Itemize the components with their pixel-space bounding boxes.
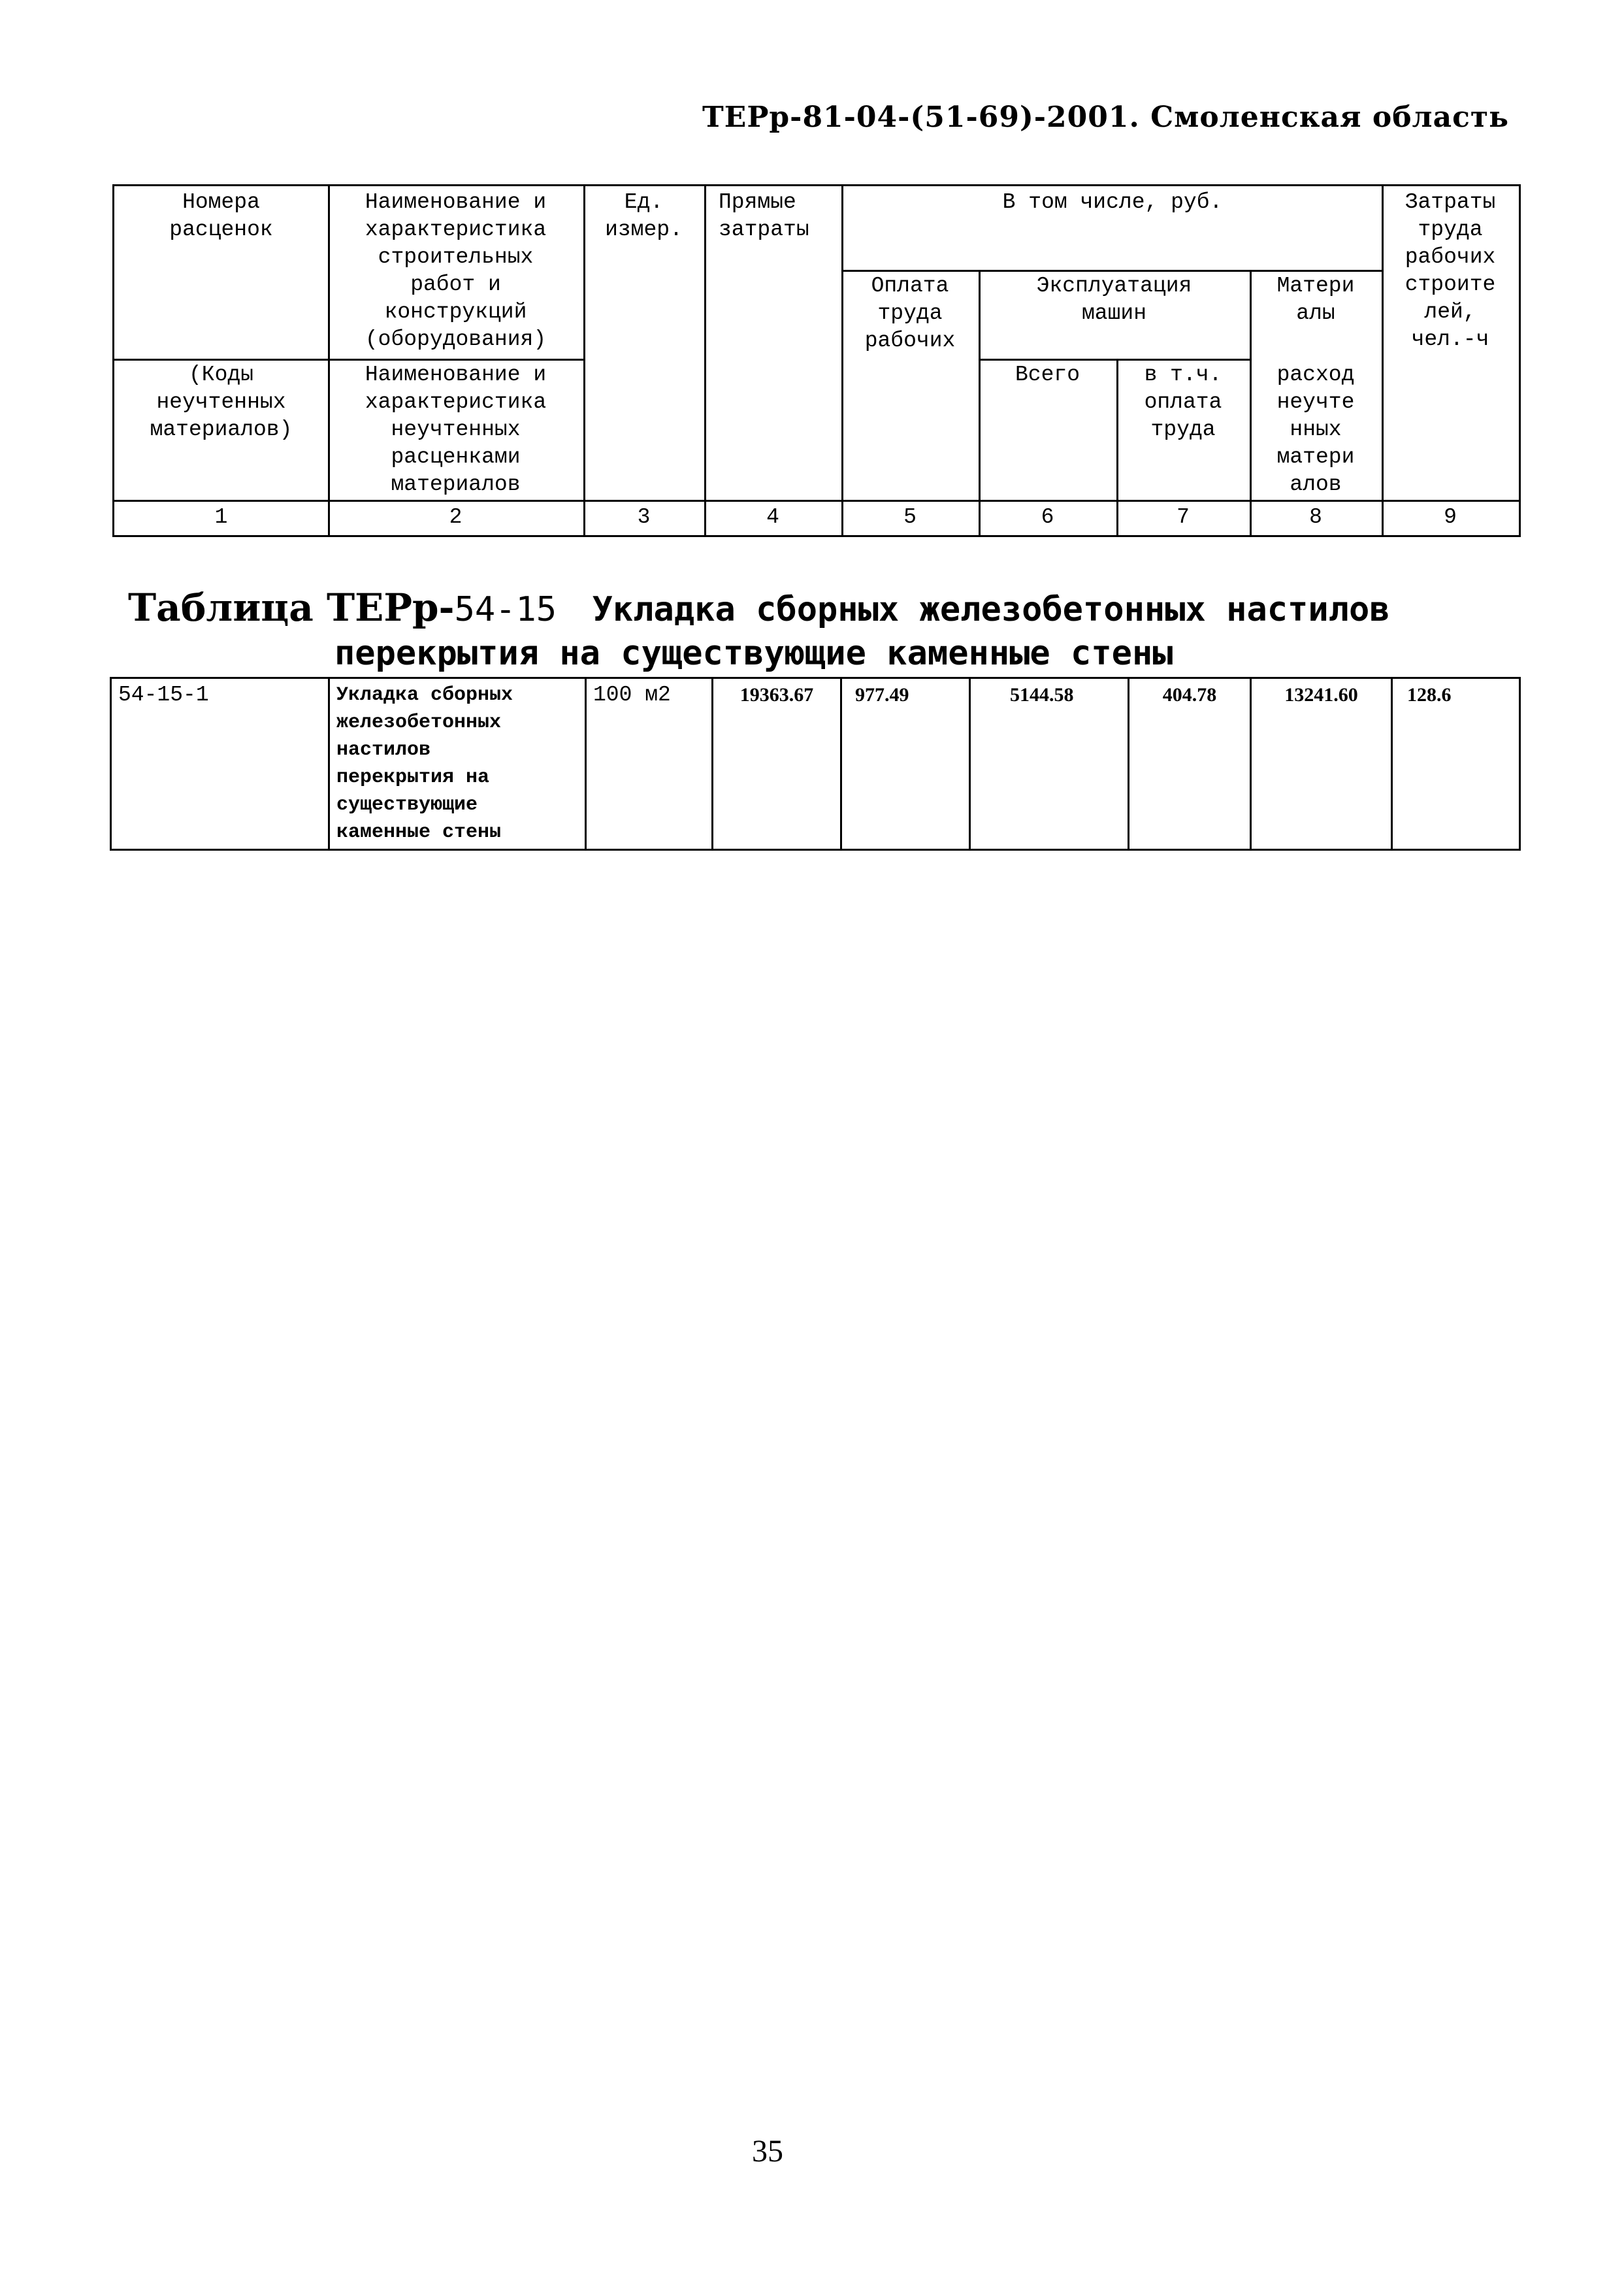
column-number: 9 bbox=[1444, 505, 1457, 529]
header-unaccounted-codes: (Коды неучтенных материалов) bbox=[150, 363, 293, 442]
table-label: Таблица ТЕРр- bbox=[128, 585, 455, 630]
header-materials-consumption: расход неучте нных матери алов bbox=[1276, 363, 1355, 497]
row-code: 54-15-1 bbox=[118, 683, 209, 707]
column-number: 2 bbox=[449, 505, 463, 529]
header-unit: Ед. измер. bbox=[605, 190, 683, 242]
header-machines-total: Всего bbox=[1015, 363, 1080, 387]
row-materials: 13241.60 bbox=[1284, 684, 1358, 706]
header-labor-pay: Оплата труда рабочих bbox=[864, 274, 956, 353]
row-name: Укладка сборных железобетонных настилов перекрытия на существующие каменные стены bbox=[336, 684, 513, 844]
row-labor-pay: 977.49 bbox=[855, 684, 909, 706]
column-number: 3 bbox=[637, 505, 651, 529]
column-number: 5 bbox=[903, 505, 917, 529]
table-code: 54-15 bbox=[454, 590, 557, 629]
column-number: 7 bbox=[1177, 505, 1190, 529]
data-table bbox=[110, 677, 1521, 851]
row-machines-labor: 404.78 bbox=[1162, 684, 1217, 706]
column-number: 6 bbox=[1041, 505, 1054, 529]
header-machines: Эксплуатация машин bbox=[1036, 274, 1192, 325]
column-number: 8 bbox=[1309, 505, 1322, 529]
header-direct-costs: Прямые затраты bbox=[719, 190, 809, 242]
column-number: 1 bbox=[214, 505, 228, 529]
column-number: 4 bbox=[766, 505, 779, 529]
page-number: 35 bbox=[752, 2134, 783, 2169]
row-direct-costs: 19363.67 bbox=[739, 684, 814, 706]
header-in-total: В том числе, руб. bbox=[1002, 190, 1223, 214]
header-material-name: Наименование и характеристика неучтенных расценками материалов bbox=[365, 363, 547, 497]
table-title-line1: Укладка сборных железобетонных настилов bbox=[592, 590, 1390, 629]
row-machines-total: 5144.58 bbox=[1010, 684, 1074, 706]
header-materials: Матери алы bbox=[1276, 274, 1355, 325]
header-machines-labor: в т.ч. оплата труда bbox=[1144, 363, 1222, 442]
row-labor-hours: 128.6 bbox=[1407, 684, 1452, 706]
header-rate-numbers: Номера расценок bbox=[169, 190, 273, 242]
header-labor-hours: Затраты труда рабочих строите лей, чел.-ч bbox=[1405, 190, 1496, 352]
column-header-table bbox=[112, 184, 1521, 537]
header-work-name: Наименование и характеристика строительных работ и конструкций (оборудования) bbox=[365, 190, 547, 352]
document-header: ТЕРр-81-04-(51-69)-2001. Смоленская область bbox=[702, 101, 1509, 134]
row-unit: 100 м2 bbox=[593, 683, 671, 707]
table-title-line2: перекрытия на существующие каменные стены bbox=[334, 634, 1173, 673]
